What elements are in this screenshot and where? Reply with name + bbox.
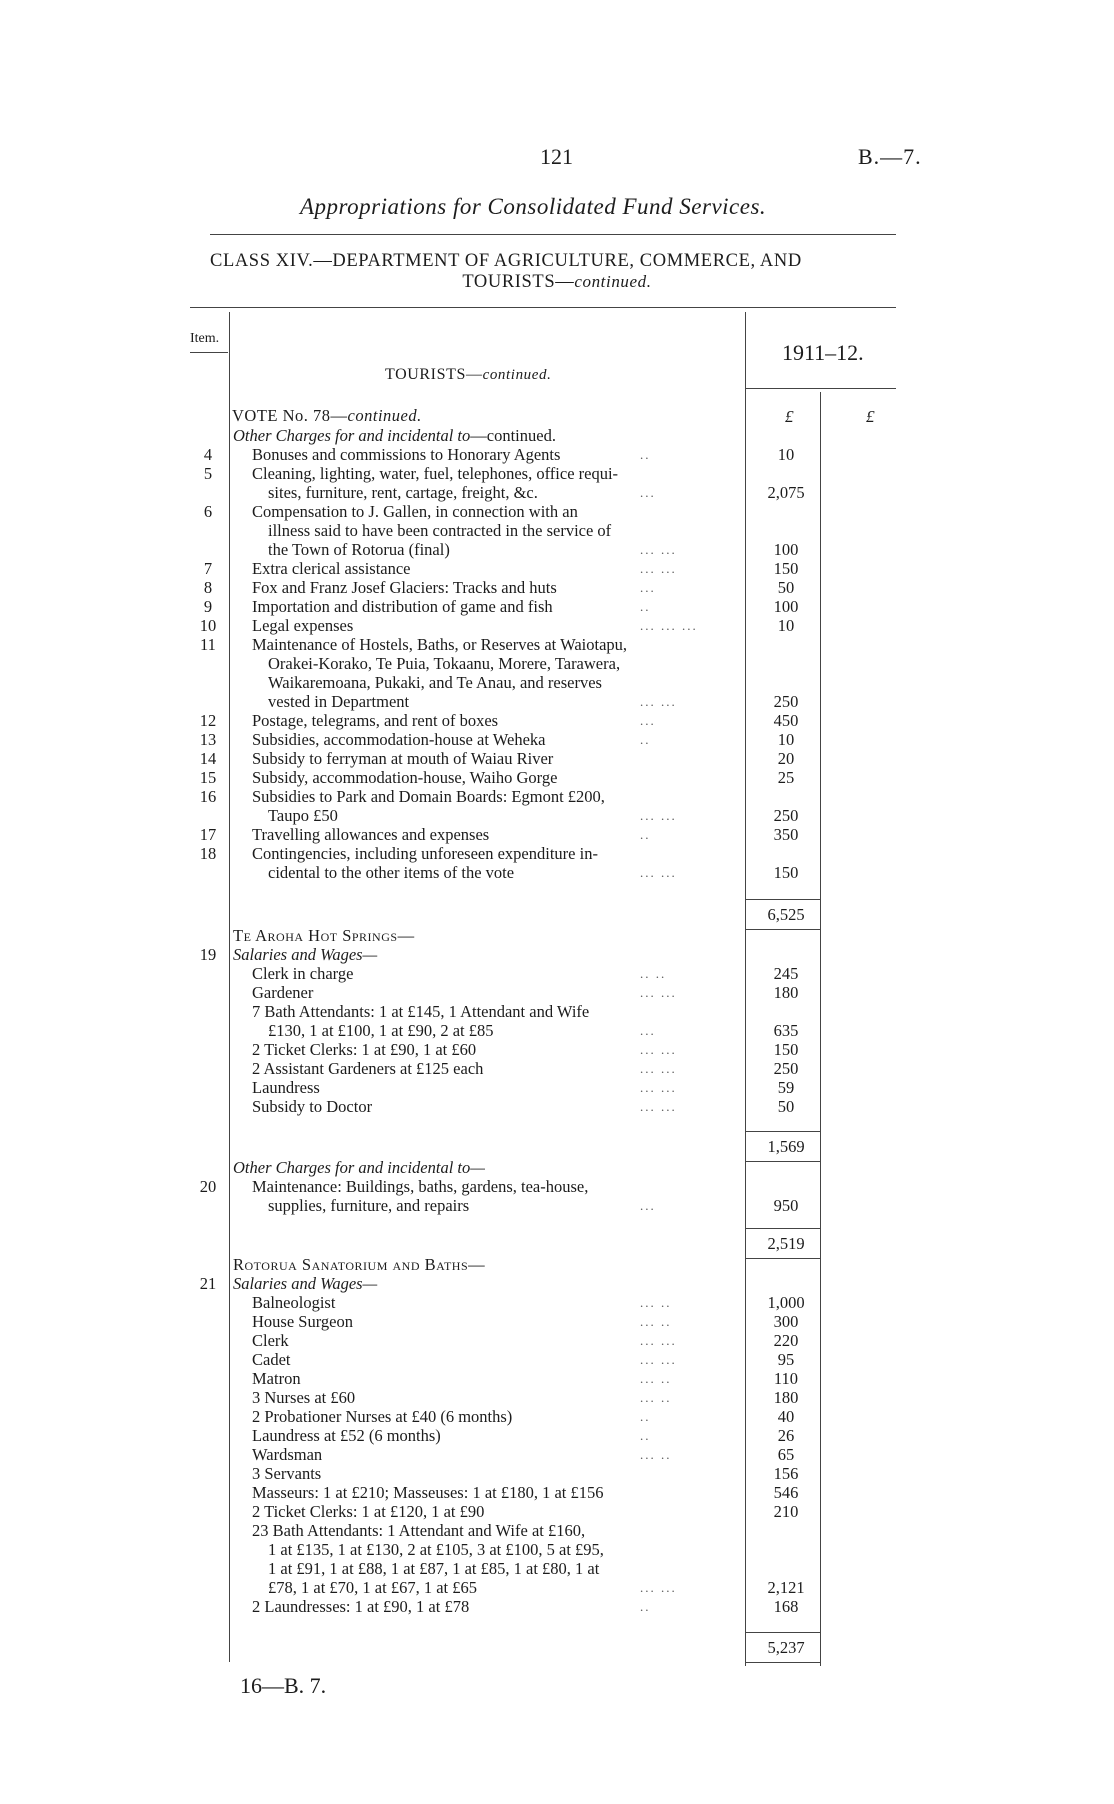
item-description: 3 Nurses at £60: [252, 1388, 356, 1407]
leader-dots: ... ...: [640, 1080, 677, 1095]
table-row: [0, 1059, 1114, 1078]
item-description: Cadet: [252, 1350, 291, 1369]
table-row: [0, 464, 1114, 483]
item-number: 13: [199, 730, 217, 749]
table-row: [0, 540, 1114, 559]
table-row: [0, 1040, 1114, 1059]
amount: 50: [777, 1097, 795, 1116]
amount: 250: [773, 1059, 799, 1078]
footer-signature: 16—B. 7.: [240, 1673, 327, 1698]
item-number: 8: [203, 578, 213, 597]
leader-dots: ...: [640, 1198, 656, 1213]
leader-dots: ..: [640, 1599, 651, 1614]
leader-dots: ... ...: [640, 865, 677, 880]
item-description: Waikaremoana, Pukaki, and Te Anau, and reserves: [268, 673, 602, 692]
table-row: [0, 1078, 1114, 1097]
amount: 59: [777, 1078, 795, 1097]
leader-dots: ... ...: [640, 1352, 677, 1367]
class-rule: [190, 307, 896, 308]
item-number: 5: [203, 464, 213, 483]
subtotal-row: [0, 905, 1114, 924]
item-description: Legal expenses: [252, 616, 354, 635]
table-row: [0, 1388, 1114, 1407]
section-subheading: TOURISTS—continued.: [385, 366, 552, 383]
amount: 20: [777, 749, 795, 768]
leader-dots: ... ...: [640, 1061, 677, 1076]
currency-symbol-col1: £: [785, 407, 794, 426]
subtotal-rule: [745, 1228, 820, 1229]
item-number: 18: [199, 844, 217, 863]
table-row: [0, 1002, 1114, 1021]
subtotal-row: [0, 1234, 1114, 1253]
leader-dots: ... ...: [640, 542, 677, 557]
amount: 10: [777, 445, 795, 464]
table-row: [0, 1097, 1114, 1116]
item-number: 4: [203, 445, 213, 464]
item-description: Compensation to J. Gallen, in connection with an: [252, 502, 578, 521]
item-number: 7: [203, 559, 213, 578]
table-row: [0, 749, 1114, 768]
table-row: [0, 1350, 1114, 1369]
subtotal-row: [0, 1638, 1114, 1657]
leader-dots: ..: [640, 827, 651, 842]
amount: 250: [773, 692, 799, 711]
item-number: 14: [199, 749, 217, 768]
table-row: [0, 1445, 1114, 1464]
table-row: [0, 1407, 1114, 1426]
table-row: [0, 1177, 1114, 1196]
item-description: Postage, telegrams, and rent of boxes: [252, 711, 499, 730]
amount: 210: [773, 1502, 799, 1521]
table-row: [0, 1597, 1114, 1616]
table-row: [0, 635, 1114, 654]
item-description: 2 Ticket Clerks: 1 at £120, 1 at £90: [252, 1502, 485, 1521]
item-header-underline: [190, 352, 228, 353]
amount: 168: [773, 1597, 799, 1616]
amount: 1,000: [767, 1293, 805, 1312]
leader-dots: ...: [640, 580, 656, 595]
amount: 10: [777, 730, 795, 749]
item-description: Maintenance: Buildings, baths, gardens, tea-house,: [252, 1177, 589, 1196]
item-description: 3 Servants: [252, 1464, 322, 1483]
item-description: £78, 1 at £70, 1 at £67, 1 at £65: [268, 1578, 477, 1597]
item-number: 9: [203, 597, 213, 616]
item-description: £130, 1 at £100, 1 at £90, 2 at £85: [268, 1021, 494, 1040]
leader-dots: ... ... ...: [640, 618, 698, 633]
leader-dots: ...: [640, 1023, 656, 1038]
item-description: Te Aroha Hot Springs—: [233, 926, 415, 945]
leader-dots: ..: [640, 1428, 651, 1443]
year-column-header: 1911–12.: [782, 340, 864, 365]
item-description: Salaries and Wages—: [233, 945, 378, 964]
table-row: [0, 1502, 1114, 1521]
subtotal-rule: [745, 1131, 820, 1132]
amount: 245: [773, 964, 799, 983]
item-column-header: Item.: [190, 331, 220, 346]
vote-heading: VOTE No. 78—continued.: [232, 406, 422, 425]
item-description: Maintenance of Hostels, Baths, or Reserves at Waiotapu,: [252, 635, 628, 654]
subtotal-rule: [745, 1632, 820, 1633]
amount: 65: [777, 1445, 795, 1464]
amount: 546: [773, 1483, 799, 1502]
item-description: Wardsman: [252, 1445, 323, 1464]
item-description: Extra clerical assistance: [252, 559, 411, 578]
leader-dots: ... ...: [640, 1333, 677, 1348]
subtotal-rule: [745, 1662, 820, 1663]
subtotal-amount: 6,525: [767, 905, 805, 924]
table-row: [0, 825, 1114, 844]
leader-dots: ..: [640, 447, 651, 462]
item-description: cidental to the other items of the vote: [268, 863, 515, 882]
item-description: illness said to have been contracted in the service of: [268, 521, 612, 540]
item-description: supplies, furniture, and repairs: [268, 1196, 470, 1215]
item-number: 20: [199, 1177, 217, 1196]
item-number: 21: [199, 1274, 217, 1293]
item-description: 7 Bath Attendants: 1 at £145, 1 Attendant and Wife: [252, 1002, 590, 1021]
leader-dots: ... ...: [640, 808, 677, 823]
table-row: [0, 1196, 1114, 1215]
class-heading-line1: CLASS XIV.—DEPARTMENT OF AGRICULTURE, COMMERCE, AND: [210, 251, 802, 271]
table-row: [0, 863, 1114, 882]
item-description: House Surgeon: [252, 1312, 353, 1331]
table-row: [0, 1369, 1114, 1388]
amount: 100: [773, 540, 799, 559]
item-description: Cleaning, lighting, water, fuel, telephones, office requi-: [252, 464, 619, 483]
leader-dots: ... ..: [640, 1295, 672, 1310]
amount: 950: [773, 1196, 799, 1215]
table-row: [0, 1464, 1114, 1483]
page-number: 121: [540, 144, 573, 169]
leader-dots: ... ...: [640, 1580, 677, 1595]
item-number: 12: [199, 711, 217, 730]
item-number: 15: [199, 768, 217, 787]
table-row: [0, 1158, 1114, 1177]
leader-dots: .. ..: [640, 966, 667, 981]
table-row: [0, 692, 1114, 711]
item-description: 2 Probationer Nurses at £40 (6 months): [252, 1407, 513, 1426]
item-description: Subsidy, accommodation-house, Waiho Gorge: [252, 768, 558, 787]
item-description: Other Charges for and incidental to—continued.: [233, 426, 556, 445]
item-description: 2 Ticket Clerks: 1 at £90, 1 at £60: [252, 1040, 477, 1059]
amount: 180: [773, 983, 799, 1002]
amount: 450: [773, 711, 799, 730]
table-row: [0, 521, 1114, 540]
table-row: [0, 1331, 1114, 1350]
amount: 350: [773, 825, 799, 844]
item-description: Taupo £50: [268, 806, 338, 825]
item-description: Subsidy to Doctor: [252, 1097, 373, 1116]
item-description: Subsidies to Park and Domain Boards: Egmont £200,: [252, 787, 605, 806]
table-row: [0, 1021, 1114, 1040]
item-description: Clerk in charge: [252, 964, 354, 983]
leader-dots: ... ...: [640, 985, 677, 1000]
title-rule: [210, 234, 896, 235]
item-description: Laundress: [252, 1078, 320, 1097]
table-row: [0, 559, 1114, 578]
item-description: Subsidies, accommodation-house at Weheka: [252, 730, 546, 749]
amount: 2,121: [767, 1578, 805, 1597]
amount: 250: [773, 806, 799, 825]
subtotal-amount: 2,519: [767, 1234, 805, 1253]
table-row: [0, 616, 1114, 635]
item-description: 1 at £91, 1 at £88, 1 at £87, 1 at £85, 1 at £80, 1 at: [268, 1559, 600, 1578]
amount: 95: [777, 1350, 795, 1369]
table-row: [0, 1293, 1114, 1312]
table-row: [0, 578, 1114, 597]
table-row: [0, 502, 1114, 521]
item-description: Clerk: [252, 1331, 289, 1350]
item-description: 2 Laundresses: 1 at £90, 1 at £78: [252, 1597, 470, 1616]
table-row: [0, 483, 1114, 502]
table-row: [0, 806, 1114, 825]
table-row: [0, 964, 1114, 983]
amount: 150: [773, 863, 799, 882]
item-description: Importation and distribution of game and fish: [252, 597, 553, 616]
table-row: [0, 730, 1114, 749]
table-row: [0, 426, 1114, 445]
leader-dots: ... ...: [640, 1099, 677, 1114]
table-row: [0, 1312, 1114, 1331]
table-row: [0, 445, 1114, 464]
amount: 110: [773, 1369, 799, 1388]
item-description: 1 at £135, 1 at £130, 2 at £105, 3 at £100, 5 at £95,: [268, 1540, 604, 1559]
table-row: [0, 1540, 1114, 1559]
table-row: [0, 597, 1114, 616]
table-row: [0, 945, 1114, 964]
amount: 156: [773, 1464, 799, 1483]
leader-dots: ... ..: [640, 1447, 672, 1462]
amount: 150: [773, 1040, 799, 1059]
leader-dots: ... ..: [640, 1390, 672, 1405]
table-row: [0, 1483, 1114, 1502]
page-title: Appropriations for Consolidated Fund Services.: [300, 194, 767, 219]
item-description: Salaries and Wages—: [233, 1274, 378, 1293]
table-row: [0, 1559, 1114, 1578]
item-description: Other Charges for and incidental to—: [233, 1158, 485, 1177]
item-description: Subsidy to ferryman at mouth of Waiau River: [252, 749, 554, 768]
table-row: [0, 1274, 1114, 1293]
year-header-underline: [745, 388, 896, 389]
table-row: [0, 983, 1114, 1002]
item-description: vested in Department: [268, 692, 410, 711]
amount: 25: [777, 768, 795, 787]
item-number: 17: [199, 825, 217, 844]
item-description: Laundress at £52 (6 months): [252, 1426, 441, 1445]
item-description: Fox and Franz Josef Glaciers: Tracks and huts: [252, 578, 557, 597]
amount: 180: [773, 1388, 799, 1407]
leader-dots: ... ..: [640, 1314, 672, 1329]
leader-dots: ... ...: [640, 694, 677, 709]
item-description: Contingencies, including unforeseen expenditure in-: [252, 844, 598, 863]
currency-symbol-col2: £: [866, 407, 875, 426]
subtotal-rule: [745, 899, 820, 900]
item-description: 2 Assistant Gardeners at £125 each: [252, 1059, 484, 1078]
amount: 635: [773, 1021, 799, 1040]
item-number: 6: [203, 502, 213, 521]
item-description: the Town of Rotorua (final): [268, 540, 450, 559]
item-description: Orakei-Korako, Te Puia, Tokaanu, Morere, Tarawera,: [268, 654, 621, 673]
table-row: [0, 844, 1114, 863]
item-number: 16: [199, 787, 217, 806]
item-description: Travelling allowances and expenses: [252, 825, 490, 844]
amount: 300: [773, 1312, 799, 1331]
amount: 10: [777, 616, 795, 635]
amount: 26: [777, 1426, 795, 1445]
table-row: [0, 768, 1114, 787]
item-description: Masseurs: 1 at £210; Masseuses: 1 at £180, 1 at £156: [252, 1483, 604, 1502]
leader-dots: ...: [640, 485, 656, 500]
table-row: [0, 654, 1114, 673]
table-row: [0, 711, 1114, 730]
item-description: Rotorua Sanatorium and Baths—: [233, 1255, 486, 1274]
leader-dots: ...: [640, 713, 656, 728]
report-reference: B.—7.: [858, 144, 922, 169]
subtotal-amount: 1,569: [767, 1137, 805, 1156]
leader-dots: ... ...: [640, 1042, 677, 1057]
table-row: [0, 1426, 1114, 1445]
table-row: [0, 926, 1114, 945]
amount: 50: [777, 578, 795, 597]
table-row: [0, 1255, 1114, 1274]
item-number: 19: [199, 945, 217, 964]
amount: 2,075: [767, 483, 805, 502]
item-description: 23 Bath Attendants: 1 Attendant and Wife at £160,: [252, 1521, 586, 1540]
table-row: [0, 673, 1114, 692]
item-description: Bonuses and commissions to Honorary Agents: [252, 445, 561, 464]
item-number: 10: [199, 616, 217, 635]
amount: 220: [773, 1331, 799, 1350]
subtotal-row: [0, 1137, 1114, 1156]
leader-dots: ..: [640, 599, 651, 614]
amount: 100: [773, 597, 799, 616]
item-description: Balneologist: [252, 1293, 336, 1312]
class-heading-line2: TOURISTS—continued.: [462, 272, 652, 292]
leader-dots: ... ..: [640, 1371, 672, 1386]
leader-dots: ... ...: [640, 561, 677, 576]
item-description: Gardener: [252, 983, 314, 1002]
table-row: [0, 1578, 1114, 1597]
item-number: 11: [200, 635, 216, 654]
amount: 150: [773, 559, 799, 578]
subtotal-amount: 5,237: [767, 1638, 805, 1657]
table-row: [0, 1521, 1114, 1540]
amount: 40: [777, 1407, 795, 1426]
table-row: [0, 787, 1114, 806]
leader-dots: ..: [640, 732, 651, 747]
leader-dots: ..: [640, 1409, 651, 1424]
item-description: Matron: [252, 1369, 301, 1388]
item-description: sites, furniture, rent, cartage, freight, &c.: [268, 483, 538, 502]
